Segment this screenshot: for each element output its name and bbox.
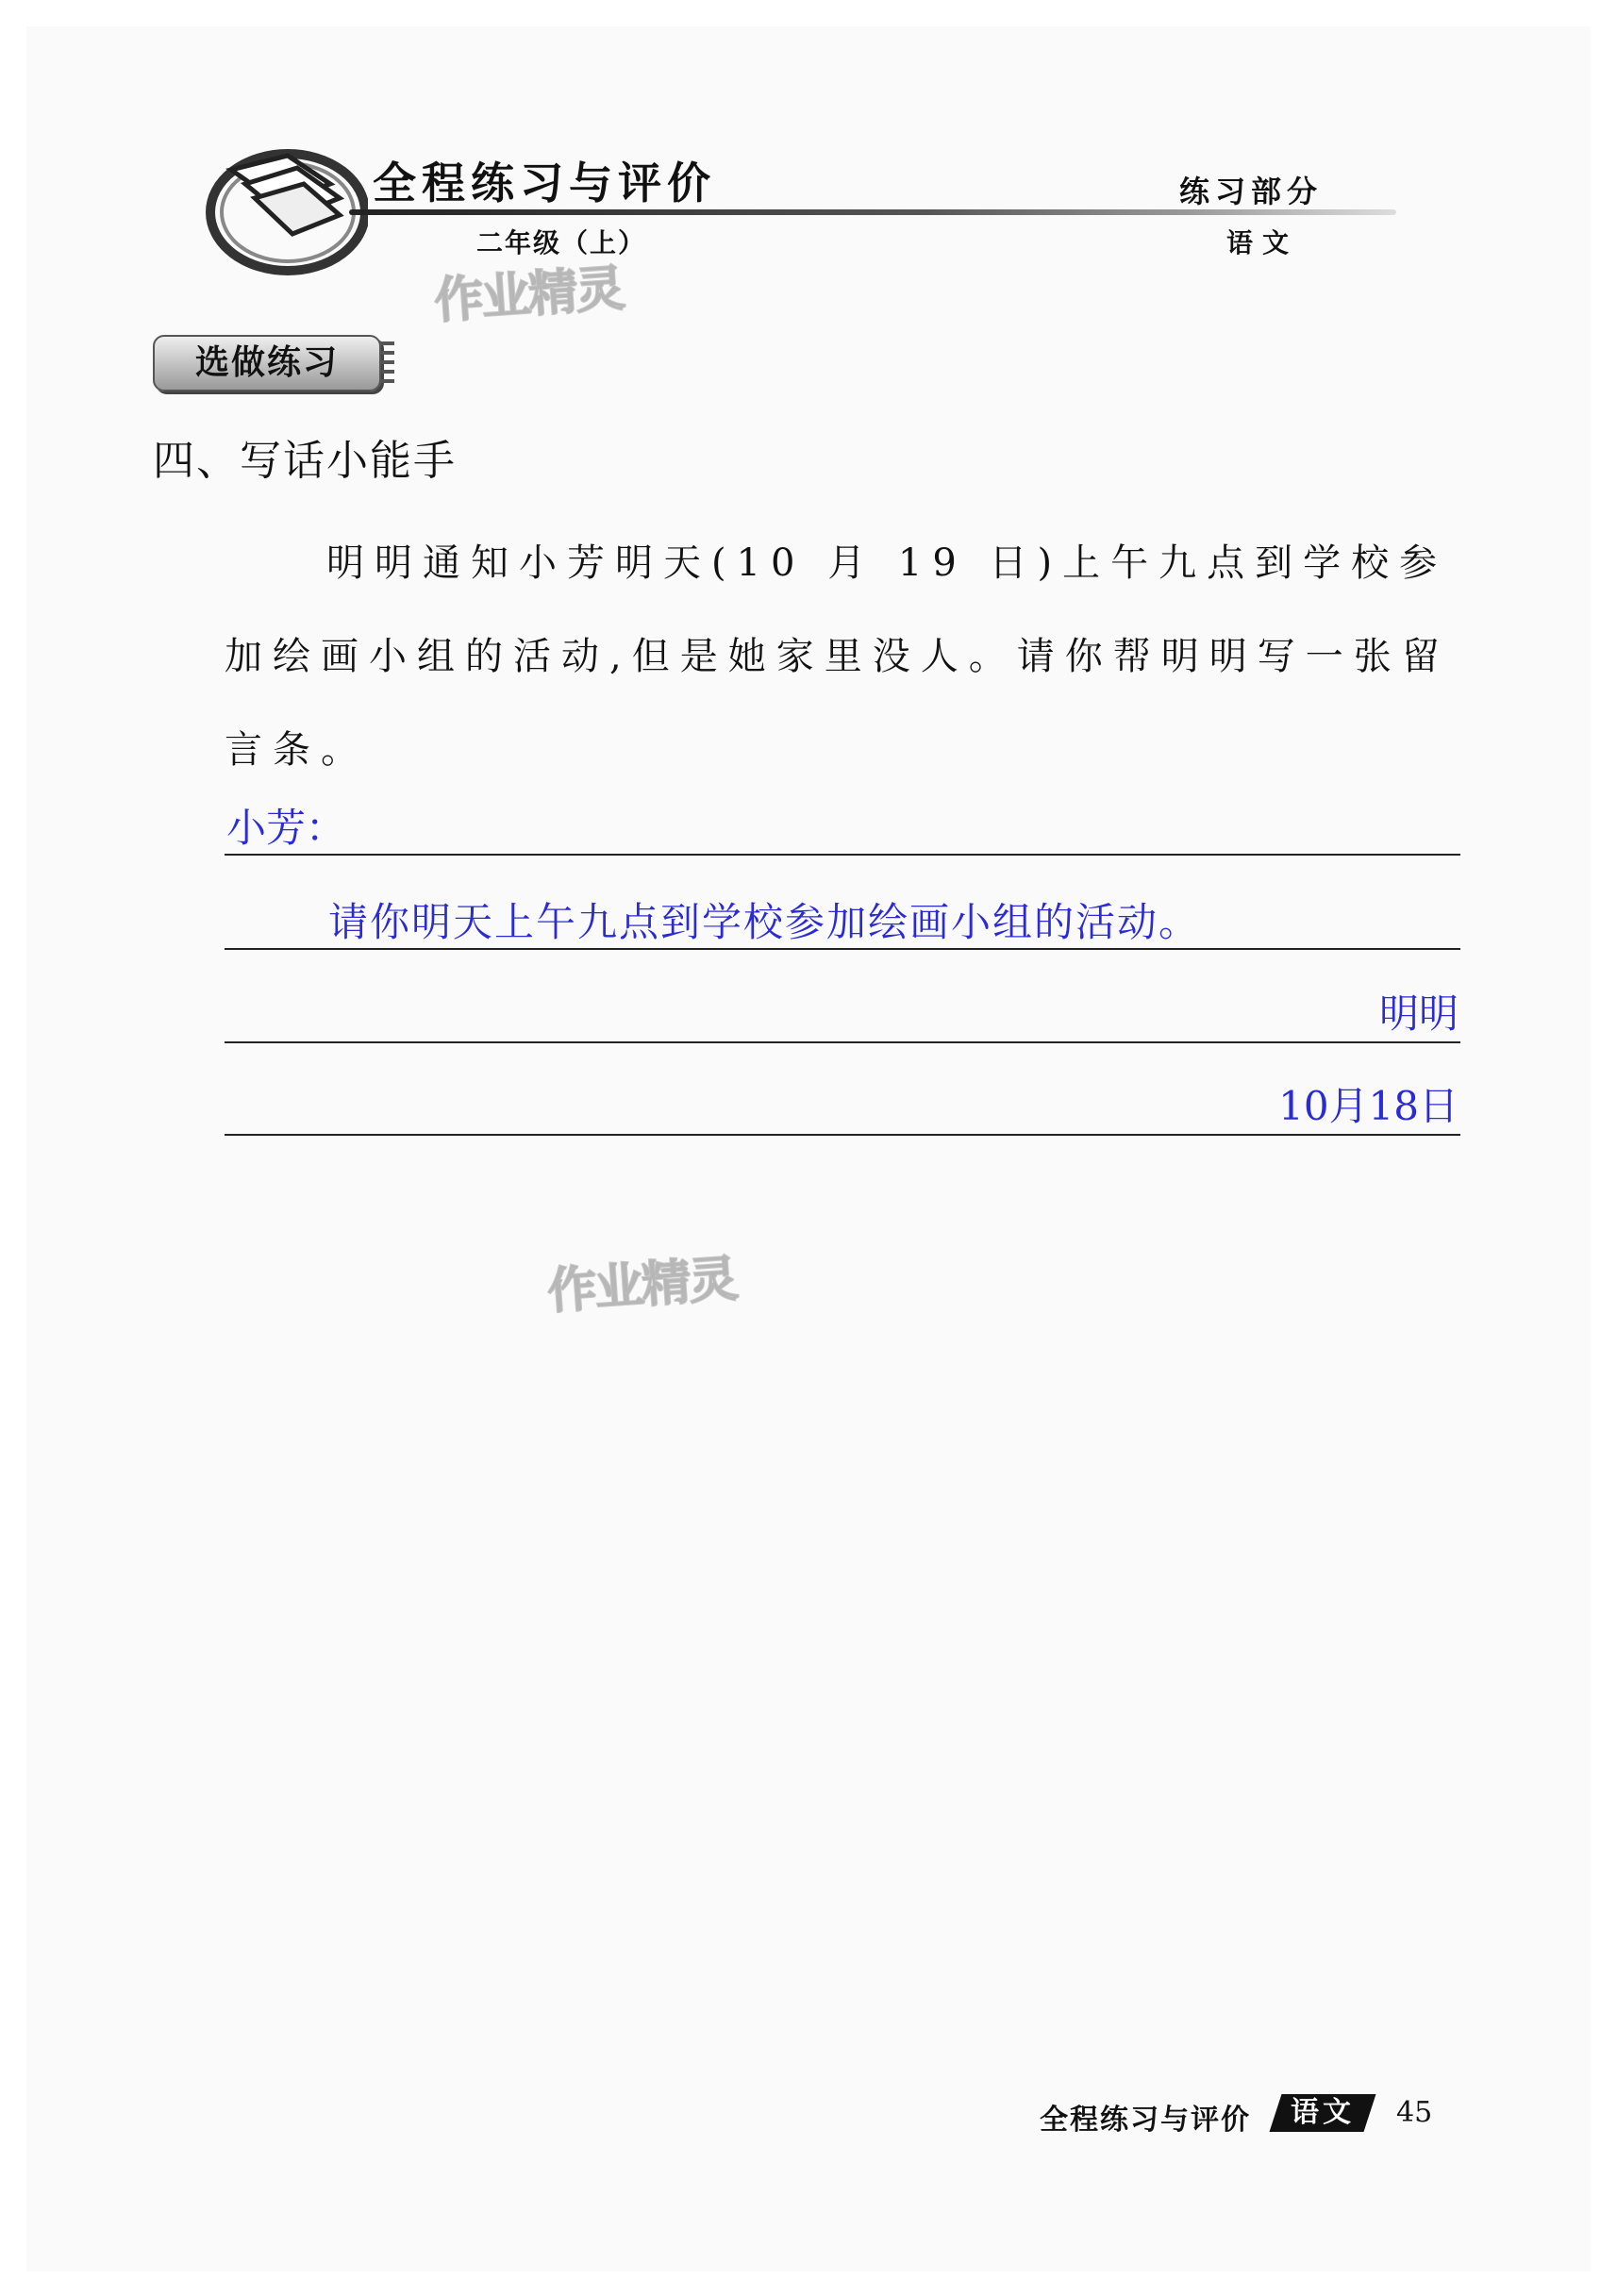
page-number: 45 [1396,2096,1433,2129]
writing-line [225,948,1460,950]
book-logo-icon [198,132,368,283]
optional-exercise-badge [153,335,381,391]
subject-label: 语文 [1226,227,1299,258]
footer-subject-tag [1270,2094,1376,2132]
footer-book-title: 全程练习与评价 [1040,2104,1251,2137]
exercise-heading: 四、写话小能手 [153,437,457,485]
grade-label: 二年级（上） [476,227,647,258]
answer-date: 10月18日 [1278,1083,1459,1129]
writing-line [225,854,1460,856]
watermark: 作业精灵 [545,1251,739,1321]
watermark: 作业精灵 [432,260,625,330]
badge-decoration [379,341,394,383]
answer-signer: 明明 [1378,990,1459,1037]
footer-subject-label: 语文 [1291,2096,1355,2129]
writing-line [225,1041,1460,1043]
book-title: 全程练习与评价 [373,158,716,208]
badge-label: 选做练习 [194,343,339,382]
writing-line [225,1134,1460,1136]
answer-salutation: 小芳： [226,805,346,851]
exercise-paragraph-text: 明明通知小芳明天(10 月 19 日)上午九点到学校参加绘画小组的活动,但是她家里没人。请你帮明明写一张留言条。 [225,541,1450,772]
exercise-paragraph [225,517,1470,797]
answer-body: 请你明天上午九点到学校参加绘画小组的活动。 [328,899,1201,945]
section-part-label: 练习部分 [1179,174,1324,209]
